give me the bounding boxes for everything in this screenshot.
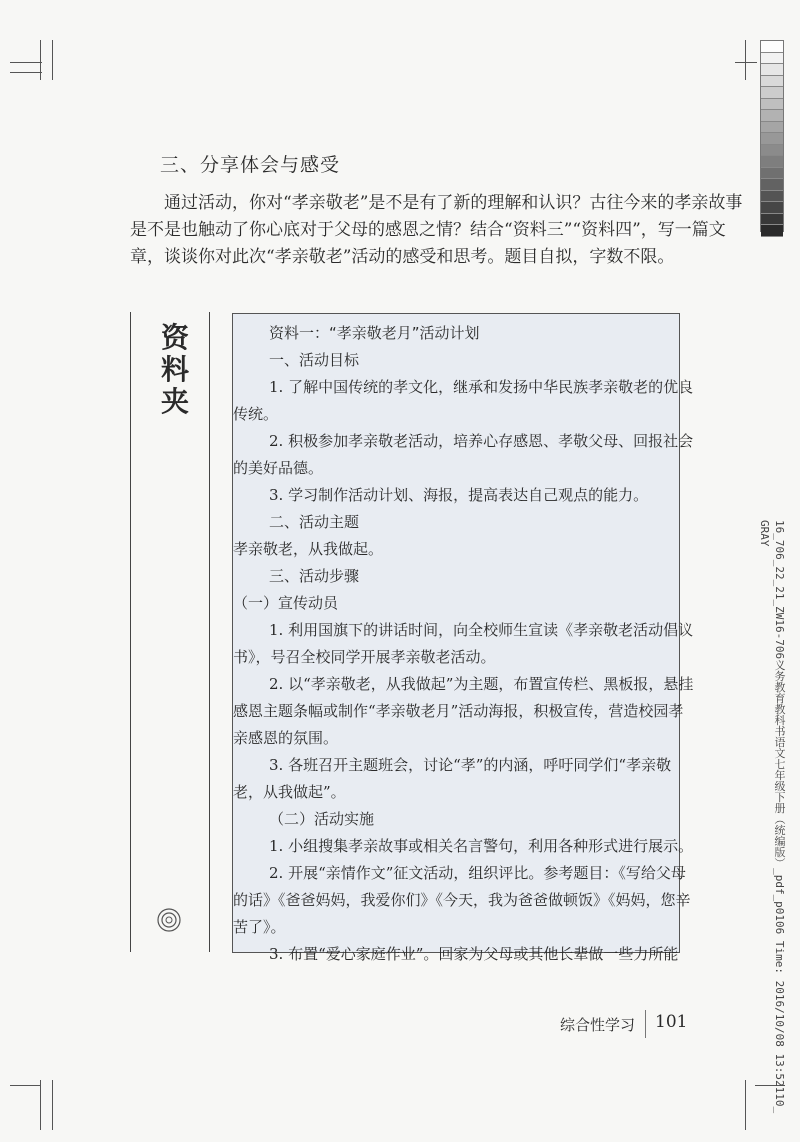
crop-mark xyxy=(52,1080,53,1130)
crop-mark xyxy=(10,1085,40,1086)
intro-line: 章，谈谈你对此次“孝亲敬老”活动的感受和思考。题目自拟，字数不限。 xyxy=(130,247,675,267)
resource-line: 1. 小组搜集孝亲故事或相关名言警句，利用各种形式进行展示。 xyxy=(269,837,694,855)
resource-line: 一、活动目标 xyxy=(269,351,360,369)
resource-folder-title xyxy=(158,322,192,418)
crop-mark xyxy=(40,1080,41,1130)
title-char: 资 xyxy=(160,321,189,354)
resource-line: 的话》《爸爸妈妈，我爱你们》《今天，我为爸爸做顿饭》《妈妈，您辛 xyxy=(233,891,691,909)
crop-mark xyxy=(745,40,746,80)
resource-line: 2. 开展“亲情作文”征文活动，组织评比。参考题目：《写给父母 xyxy=(269,864,686,882)
resource-line: 书》，号召全校同学开展孝亲敬老活动。 xyxy=(233,648,496,666)
crop-mark xyxy=(735,62,757,63)
resource-line: 三、活动步骤 xyxy=(269,567,360,585)
resource-line: 1. 了解中国传统的孝文化，继承和发扬中华民族孝亲敬老的优良 xyxy=(269,378,694,396)
resource-line: 3. 布置“爱心家庭作业”。回家为父母或其他长辈做一些力所能 xyxy=(269,945,679,963)
print-metadata-line: 16_706_22_21_ZW16-706义务教育教科书语文七年级下册（统编版）_pdf_p0106 Time: 2016/10/08 13:52110_ xyxy=(773,520,786,1114)
print-metadata xyxy=(758,520,787,1113)
resource-title: 资料一：“孝亲敬老月”活动计划 xyxy=(269,324,480,342)
intro-line: 是不是也触动了你心底对于父母的感恩之情？结合“资料三”“资料四”，写一篇文 xyxy=(130,220,726,240)
intro-line: 通过活动，你对“孝亲敬老”是不是有了新的理解和认识？古往今来的孝亲故事 xyxy=(164,193,743,213)
gray-calibration-strip xyxy=(760,40,784,232)
resource-line: 老，从我做起”。 xyxy=(233,783,346,801)
footer-divider xyxy=(645,1010,646,1038)
crop-mark xyxy=(10,62,42,63)
resource-line: 孝亲敬老，从我做起。 xyxy=(233,540,384,558)
print-metadata-line: GRAY xyxy=(758,520,771,547)
resource-line: 2. 积极参加孝亲敬老活动，培养心存感恩、孝敬父母、回报社会 xyxy=(269,432,694,450)
footer-section-label: 综合性学习 xyxy=(560,1016,636,1034)
title-char: 夹 xyxy=(160,385,189,418)
page-number: 101 xyxy=(655,1012,688,1032)
resource-line: 3. 各班召开主题班会，讨论“孝”的内涵，呼吁同学们“孝亲敬 xyxy=(269,756,672,774)
title-char: 料 xyxy=(160,353,189,386)
crop-mark xyxy=(10,72,42,73)
resource-line: 传统。 xyxy=(233,405,279,423)
intro-paragraph xyxy=(130,190,743,271)
resource-line: 的美好品德。 xyxy=(233,459,324,477)
crop-mark xyxy=(40,40,41,80)
resource-line: 2. 以“孝亲敬老，从我做起”为主题，布置宣传栏、黑板报，悬挂 xyxy=(269,675,694,693)
resource-line: 感恩主题条幅或制作“孝亲敬老月”活动海报，积极宣传，营造校园孝 xyxy=(233,702,684,720)
crop-mark xyxy=(745,1080,746,1130)
resource-content-box xyxy=(232,313,694,963)
resource-line: 3. 学习制作活动计划、海报，提高表达自己观点的能力。 xyxy=(269,486,649,504)
section-heading: 三、分享体会与感受 xyxy=(160,154,341,176)
resource-line: 亲感恩的氛围。 xyxy=(233,729,339,747)
concentric-circle-icon xyxy=(157,908,181,932)
resource-line: 1. 利用国旗下的讲话时间，向全校师生宣读《孝亲敬老活动倡议 xyxy=(269,621,694,639)
resource-content xyxy=(233,320,694,968)
crop-mark xyxy=(52,40,53,80)
resource-line: （二）活动实施 xyxy=(269,810,375,828)
resource-line: 苦了》。 xyxy=(233,918,286,936)
resource-line: 二、活动主题 xyxy=(269,513,360,531)
resource-line: （一）宣传动员 xyxy=(233,594,339,612)
